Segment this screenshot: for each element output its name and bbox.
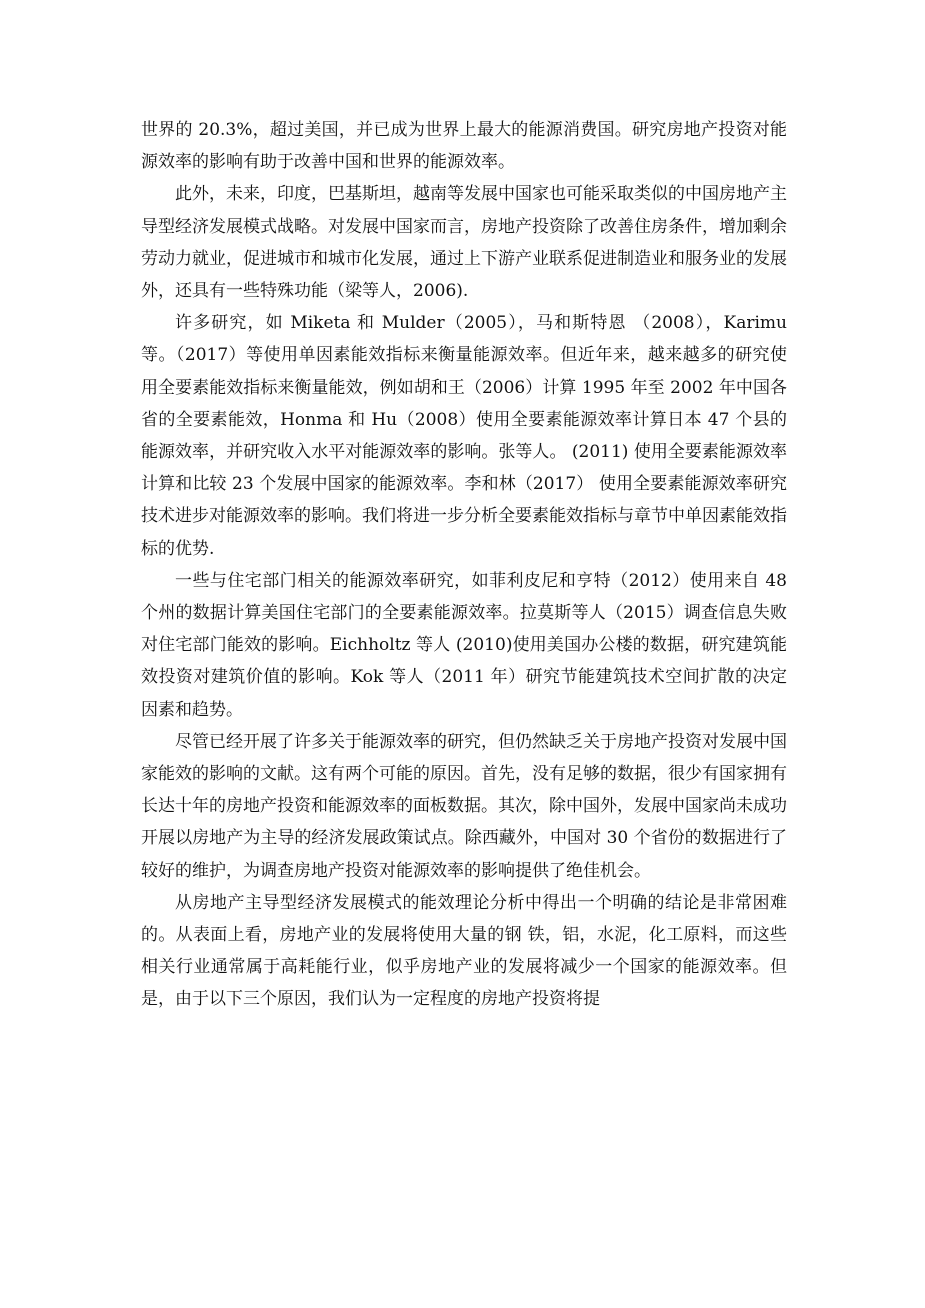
paragraph-theory-analysis: 从房地产主导型经济发展模式的能效理论分析中得出一个明确的结论是非常困难的。从表面上看，房地产业的发展将使用大量的钢 铁，铝，水泥，化工原料，而这些相关行业通常属于高耗能行业，似乎房地产业的发展将减少一个国家的能源效率。但是，由于以下三个原因，我们认为一定程度的房地产投资将提 [141,892,787,1010]
paragraph-residential-sector: 一些与住宅部门相关的能源效率研究，如菲利皮尼和亨特（2012）使用来自 48 个州的数据计算美国住宅部门的全要素能源效率。拉莫斯等人（2015）调查信息失败对住宅部门能效的影响。Eichholtz 等人 (2010)使用美国办公楼的数据，研究建筑能效投资对建筑价值的影响。Kok 等人（2011 年）研究节能建筑技术空间扩散的决定因素和趋势。 [141,570,787,720]
paragraph-continuation: 世界的 20.3%，超过美国，并已成为世界上最大的能源消费国。研究房地产投资对能源效率的影响有助于改善中国和世界的能源效率。 [141,120,787,173]
paragraph-literature-review: 许多研究，如 Miketa 和 Mulder（2005），马和斯特恩 （2008），Karimu 等。（2017）等使用单因素能效指标来衡量能源效率。但近年来，越来越多的研究使用全要素能效指标来衡量能效，例如胡和王（2006）计算 1995 年至 2002 年中国各省的全要素能效，Honma 和 Hu（2008）使用全要素能源效率计算日本 47 个县的能源效率，并研究收入水平对能源效率的影响。张等人。 (2011) 使用全要素能源效率计算和比较 23 个发展中国家的能源效率。李和林（2017） 使用全要素能源效率研究技术进步对能源效率的影响。我们将进一步分析全要素能效指标与章节中单因素能效指标的优势. [141,313,787,559]
document-body [141,114,787,1016]
paragraph-research-gap: 尽管已经开展了许多关于能源效率的研究，但仍然缺乏关于房地产投资对发展中国家能效的影响的文献。这有两个可能的原因。首先，没有足够的数据，很少有国家拥有长达十年的房地产投资和能源效率的面板数据。其次，除中国外，发展中国家尚未成功开展以房地产为主导的经济发展政策试点。除西藏外，中国对 30 个省份的数据进行了较好的维护，为调查房地产投资对能源效率的影响提供了绝佳机会。 [141,731,787,881]
paragraph-developing-countries: 此外，未来，印度，巴基斯坦，越南等发展中国家也可能采取类似的中国房地产主导型经济发展模式战略。对发展中国家而言，房地产投资除了改善住房条件，增加剩余劳动力就业，促进城市和城市化发展，通过上下游产业联系促进制造业和服务业的发展外，还具有一些特殊功能（梁等人，2006). [141,184,787,302]
